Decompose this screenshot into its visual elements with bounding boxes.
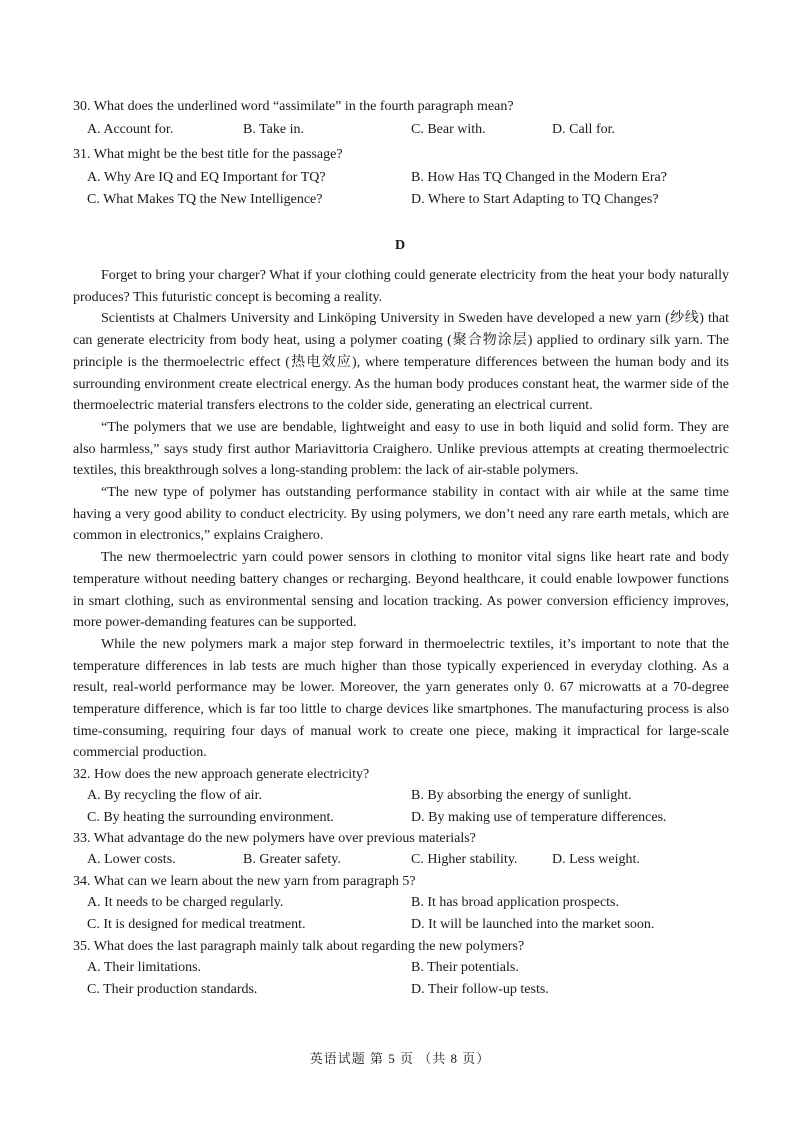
option-d[interactable]: D. Their follow-up tests. [411, 982, 549, 997]
paragraph-6: While the new polymers mark a major step forward in thermoelectric textiles, it’s important to note that the temperature differences in lab tests are much higher than those typically experienced in everyday clothing. As a result, real-world performance may be lower. Moreover, the yarn generates only 0. 67 microwatts at a 70-degree temperature difference, which is far too little to charge devices like smartphones. The manufacturing process is also time-consuming, requiring four days of manual work to create one piece, making it impractical for large-scale commercial production. [73, 636, 729, 761]
paragraph-5: The new thermoelectric yarn could power sensors in clothing to monitor vital signs like heart rate and body temperature without needing battery changes or recharging. Beyond healthcare, it could enable lowpower functions in smart clothing, such as environmental sensing and location tracking. As power conversion efficiency improves, more power-demanding features can be supported. [73, 550, 729, 631]
option-d[interactable]: D. It will be launched into the market soon. [411, 917, 655, 932]
options-row [73, 914, 733, 936]
option-d[interactable]: D. Where to Start Adapting to TQ Changes? [411, 192, 659, 207]
question-31 [73, 143, 733, 211]
option-b[interactable]: B. How Has TQ Changed in the Modern Era? [411, 170, 667, 185]
option-c[interactable]: C. Bear with. [411, 122, 486, 137]
section-title: D [394, 238, 406, 253]
option-c[interactable]: C. It is designed for medical treatment. [87, 917, 306, 932]
paragraph-3: “The polymers that we use are bendable, lightweight and easy to use in both liquid and solid form. They are also harmless,” says study first author Mariavittoria Craighero. Unlike previous attempts at creating thermoelectric textiles, this breakthrough solves a long-standing problem: the lack of air-stable polymers. [73, 419, 729, 479]
paragraph-1: Forget to bring your charger? What if your clothing could generate electricity from the heat your body naturally produces? This futuristic concept is becoming a reality. [73, 268, 729, 305]
reading-passage [73, 265, 729, 764]
question-stem: 33. What advantage do the new polymers have over previous materials? [73, 831, 476, 846]
option-a[interactable]: A. Their limitations. [87, 960, 202, 975]
question-stem: 35. What does the last paragraph mainly talk about regarding the new polymers? [73, 939, 525, 954]
options-row [73, 119, 733, 141]
question-stem: 31. What might be the best title for the passage? [73, 147, 343, 162]
option-c[interactable]: C. Their production standards. [87, 982, 258, 997]
option-b[interactable]: B. Their potentials. [411, 960, 519, 975]
option-b[interactable]: B. By absorbing the energy of sunlight. [411, 788, 632, 803]
option-d[interactable]: D. Less weight. [552, 852, 640, 867]
question-stem: 34. What can we learn about the new yarn from paragraph 5? [73, 874, 416, 889]
options-row [73, 979, 733, 1001]
options-row [73, 189, 733, 211]
option-d[interactable]: D. By making use of temperature differences. [411, 810, 667, 825]
question-34 [73, 871, 733, 936]
question-35 [73, 936, 733, 1001]
option-b[interactable]: B. Greater safety. [243, 852, 341, 867]
option-a[interactable]: A. By recycling the flow of air. [87, 788, 262, 803]
question-33 [73, 828, 733, 871]
options-row [73, 849, 733, 871]
page-footer: 英语试题 第 5 页 （共 8 页） [309, 1051, 491, 1066]
option-a[interactable]: A. Lower costs. [87, 852, 176, 867]
options-row [73, 167, 733, 189]
option-d[interactable]: D. Call for. [552, 122, 615, 137]
question-stem: 30. What does the underlined word “assimilate” in the fourth paragraph mean? [73, 99, 514, 114]
option-b[interactable]: B. It has broad application prospects. [411, 895, 620, 910]
paragraph-2: Scientists at Chalmers University and Linköping University in Sweden have developed a new yarn (纱线) that can generate electricity from body heat, using a polymer coating (聚合物涂层) applied to ordinary silk yarn. The principle is the thermoelectric effect (热电效应), where temperature differences between the human body and its surrounding environment create electrical energy. As the human body produces constant heat, the warmer side of the thermoelectric material transfers electrons to the colder side, generating an electrical current. [73, 311, 729, 414]
options-row [73, 807, 733, 829]
question-30 [73, 95, 733, 141]
option-c[interactable]: C. Higher stability. [411, 852, 518, 867]
paragraph-4: “The new type of polymer has outstanding performance stability in contact with air while at the same time having a very good ability to conduct electricity. By using polymers, we don’t need any rare earth metals, which are common in electronics,” explains Craighero. [73, 485, 729, 544]
options-row [73, 785, 733, 807]
question-32 [73, 764, 733, 829]
option-a[interactable]: A. It needs to be charged regularly. [87, 895, 284, 910]
option-c[interactable]: C. What Makes TQ the New Intelligence? [87, 192, 323, 207]
option-c[interactable]: C. By heating the surrounding environment. [87, 810, 334, 825]
option-a[interactable]: A. Why Are IQ and EQ Important for TQ? [87, 170, 326, 185]
options-row [73, 957, 733, 979]
question-stem: 32. How does the new approach generate electricity? [73, 767, 370, 782]
option-b[interactable]: B. Take in. [243, 122, 304, 137]
option-a[interactable]: A. Account for. [87, 122, 174, 137]
options-row [73, 892, 733, 914]
